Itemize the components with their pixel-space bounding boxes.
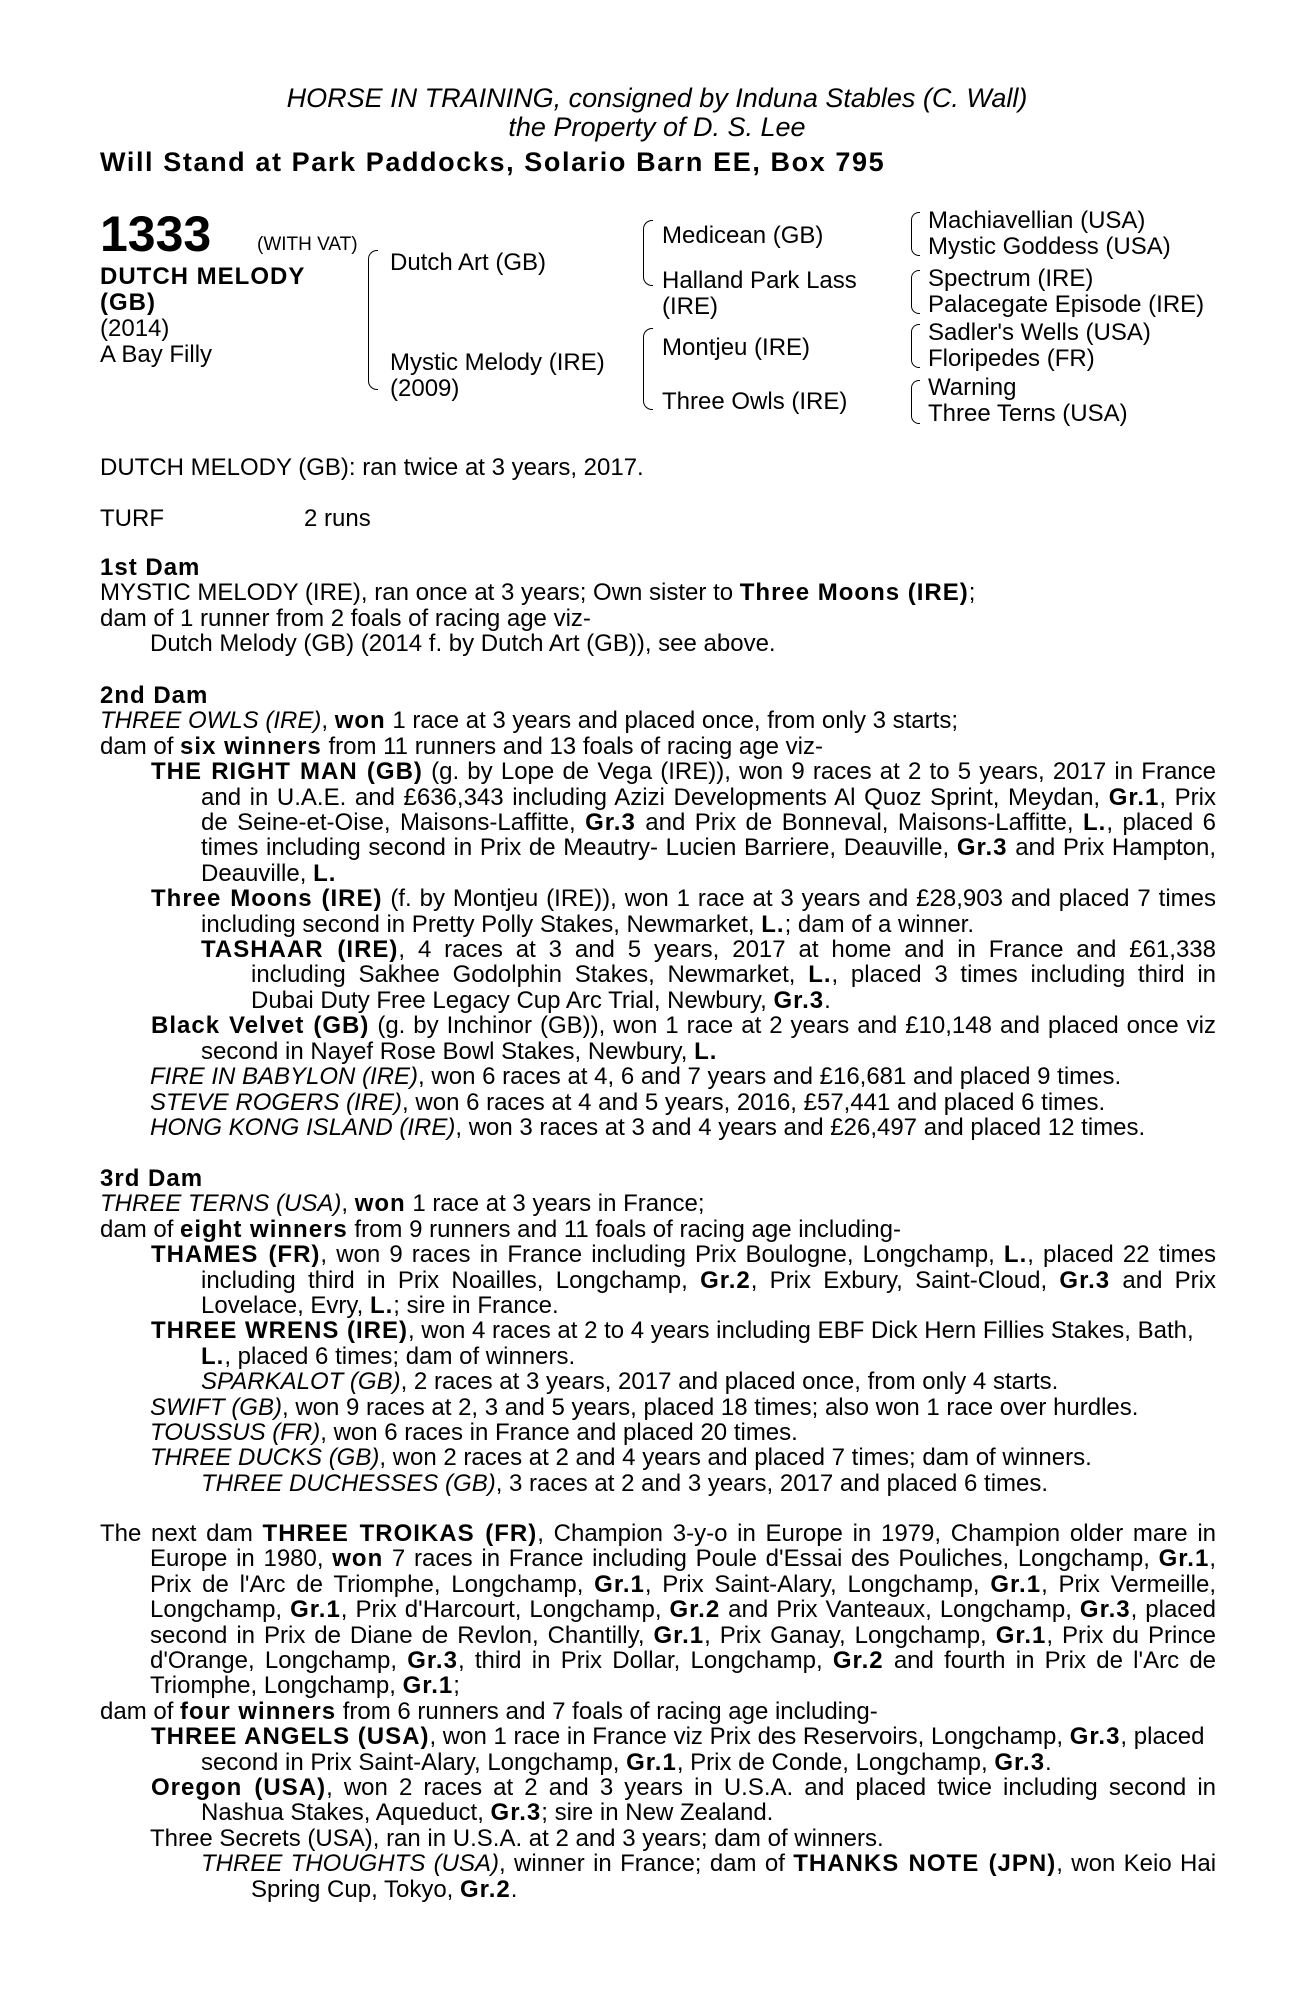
brace-4a xyxy=(911,212,920,256)
progeny-oregon: Oregon (USA), won 2 races at 2 and 3 years in U.S.A. and placed twice including second in Nashua Stakes, Aqueduct, Gr.3; sire in New Zealand. xyxy=(151,1774,1216,1827)
progeny-tashaar: TASHAAR (IRE), 4 races at 3 and 5 years, 2017 at home and in France and £61,338 including Sakhee Godolphin Stakes, Newmarket, L., placed 3 times including third in Dubai Duty Free Legacy Cup Arc Trial, Newbury, Gr.3. xyxy=(201,936,1216,1014)
progeny-three-wrens: THREE WRENS (IRE), won 4 races at 2 to 4 years including EBF Dick Hern Fillies Stakes, Bath, L., placed 6 times; dam of winners. xyxy=(151,1317,1194,1370)
progeny-three-moons: Three Moons (IRE) (f. by Montjeu (IRE)), won 1 race at 3 years and £28,903 and placed 7 times including second in Pretty Polly Stakes, Newmarket, L.; dam of a winner. xyxy=(151,885,1216,938)
brace-4d xyxy=(911,380,920,424)
gg-8: Three Terns (USA) xyxy=(928,400,1128,427)
progeny-black-velvet: Black Velvet (GB) (g. by Inchinor (GB)), won 1 race at 2 years and £10,148 and placed once viz second in Nayef Rose Bowl Stakes, Newbury, L. xyxy=(151,1012,1217,1065)
sire-dam: Halland Park Lass xyxy=(662,267,857,294)
first-dam-progeny: Dutch Melody (GB) (2014 f. by Dutch Art (GB)), see above. xyxy=(150,630,776,658)
second-dam-line1: THREE OWLS (IRE), won 1 race at 3 years and placed once, from only 3 starts; xyxy=(100,707,958,735)
foaling-year: (2014) xyxy=(100,315,170,342)
dam-line-brace xyxy=(643,328,653,410)
stabling-line: Will Stand at Park Paddocks, Solario Barn EE, Box 795 xyxy=(100,147,886,177)
dam: Mystic Melody (IRE) xyxy=(390,349,605,376)
sire: Dutch Art (GB) xyxy=(390,249,547,276)
progeny-toussus: TOUSSUS (FR), won 6 races in France and placed 20 times. xyxy=(150,1419,798,1447)
third-dam-line2: dam of eight winners from 9 runners and 11 foals of racing age including- xyxy=(100,1215,901,1243)
dam-sire: Montjeu (IRE) xyxy=(662,334,811,361)
progeny-three-secrets: Three Secrets (USA), ran in U.S.A. at 2 and 3 years; dam of winners. xyxy=(150,1824,884,1852)
next-dam-three-troikas: The next dam THREE TROIKAS (FR), Champion 3-y-o in Europe in 1979, Champion older mare in Europe in 1980, won 7 races in France including Poule d'Essai des Pouliches, Longchamp, Gr.1, Prix de l'Arc de Triomphe, Longchamp, Gr.1, Prix Saint-Alary, Longchamp, Gr.1, Prix Vermeille, Longchamp, Gr.1, Prix d'Harcourt, Longchamp, Gr.2 and Prix Vanteaux, Longchamp, Gr.3, placed second in Prix de Diane de Revlon, Chantilly, Gr.1, Prix Ganay, Longchamp, Gr.1, Prix du Prince d'Orange, Longchamp, Gr.3, third in Prix Dollar, Longchamp, Gr.2 and fourth in Prix de l'Arc de Triomphe, Longchamp, Gr.1; xyxy=(100,1520,1217,1700)
brace-4b xyxy=(911,270,920,314)
progeny-thames: THAMES (FR), won 9 races in France including Prix Boulogne, Longchamp, L., placed 22 times including third in Prix Noailles, Longchamp, Gr.2, Prix Exbury, Saint-Cloud, Gr.3 and Prix Lovelace, Evry, L.; sire in France. xyxy=(151,1241,1216,1320)
turf-label: TURF xyxy=(100,505,164,532)
progeny-three-duchesses: THREE DUCHESSES (GB), 3 races at 2 and 3 years, 2017 and placed 6 times. xyxy=(201,1469,1049,1497)
progeny-three-angels: THREE ANGELS (USA), won 1 race in France viz Prix des Reservoirs, Longchamp, Gr.3, placed second in Prix Saint-Alary, Longchamp, Gr.1, Prix de Conde, Longchamp, Gr.3. xyxy=(151,1723,1205,1776)
gg-6: Floripedes (FR) xyxy=(928,345,1095,372)
progeny-fire-in-babylon: FIRE IN BABYLON (IRE), won 6 races at 4, 6 and 7 years and £16,681 and placed 9 times. xyxy=(150,1063,1122,1091)
progeny-the-right-man: THE RIGHT MAN (GB) (g. by Lope de Vega (IRE)), won 9 races at 2 to 5 years, 2017 in France and in U.A.E. and £636,343 including Azizi Developments Al Quoz Sprint, Meydan, Gr.1, Prix de Seine-et-Oise, Maisons-Laffitte, Gr.3 and Prix de Bonneval, Maisons-Laffitte, L., placed 6 times including second in Prix de Meautry- Lucien Barriere, Deauville, Gr.3 and Prix Hampton, Deauville, L. xyxy=(151,758,1216,887)
first-dam-heading: 1st Dam xyxy=(100,554,201,581)
gg-7: Warning xyxy=(928,374,1017,401)
progeny-three-thoughts: THREE THOUGHTS (USA), winner in France; dam of THANKS NOTE (JPN), won Keio Hai Spring Cup, Tokyo, Gr.2. xyxy=(201,1850,1217,1903)
race-summary: DUTCH MELODY (GB): ran twice at 3 years, 2017. xyxy=(100,454,644,481)
page-header xyxy=(0,84,1314,142)
progeny-hong-kong-island: HONG KONG ISLAND (IRE), won 3 races at 3 and 4 years and £26,497 and placed 12 times. xyxy=(150,1113,1146,1141)
first-dam-line1: MYSTIC MELODY (IRE), ran once at 3 years; Own sister to Three Moons (IRE); xyxy=(100,579,976,607)
progeny-three-ducks: THREE DUCKS (GB), won 2 races at 2 and 4 years and placed 7 times; dam of winners. xyxy=(150,1444,1092,1472)
gg-4: Palacegate Episode (IRE) xyxy=(928,291,1205,318)
lot-number: 1333 xyxy=(100,206,212,262)
consignor-line: HORSE IN TRAINING, consigned by Induna Stables (C. Wall) xyxy=(286,83,1028,113)
sire-sire: Medicean (GB) xyxy=(662,222,824,249)
brace-4c xyxy=(911,324,920,368)
third-dam-line1: THREE TERNS (USA), won 1 race at 3 years in France; xyxy=(100,1190,705,1218)
progeny-swift: SWIFT (GB), won 9 races at 2, 3 and 5 years, placed 18 times; also won 1 race over hurdles. xyxy=(150,1393,1139,1421)
third-dam-section xyxy=(100,1166,1216,1496)
dam-dam: Three Owls (IRE) xyxy=(662,388,848,415)
owner-line: the Property of D. S. Lee xyxy=(508,112,806,142)
horse-name: DUTCH MELODY xyxy=(100,263,306,290)
next-dam-produce: dam of four winners from 6 runners and 7 foals of racing age including- xyxy=(100,1697,878,1725)
third-dam-heading: 3rd Dam xyxy=(100,1165,204,1192)
second-dam-heading: 2nd Dam xyxy=(100,682,209,709)
progeny-steve-rogers: STEVE ROGERS (IRE), won 6 races at 4 and 5 years, 2016, £57,441 and placed 6 times. xyxy=(150,1088,1106,1116)
second-dam-line2: dam of six winners from 11 runners and 13 foals of racing age viz- xyxy=(100,732,823,760)
horse-name-country: (GB) xyxy=(100,289,156,316)
dam-year: (2009) xyxy=(390,375,460,402)
second-dam-section xyxy=(100,683,1216,1140)
gg-3: Spectrum (IRE) xyxy=(928,265,1094,292)
turf-runs: 2 runs xyxy=(304,505,371,532)
sire-dam-country: (IRE) xyxy=(662,293,718,320)
first-dam-line2: dam of 1 runner from 2 foals of racing age viz- xyxy=(100,604,591,632)
sire-line-brace xyxy=(643,220,653,286)
next-dam-section xyxy=(100,1521,1216,1902)
gg-5: Sadler's Wells (USA) xyxy=(928,319,1151,346)
gg-1: Machiavellian (USA) xyxy=(928,207,1146,234)
gg-2: Mystic Goddess (USA) xyxy=(928,233,1171,260)
horse-description: A Bay Filly xyxy=(100,341,213,368)
progeny-sparkalot: SPARKALOT (GB), 2 races at 3 years, 2017 and placed once, from only 4 starts. xyxy=(201,1368,1059,1396)
first-dam-section xyxy=(100,555,1216,657)
vat-note: (WITH VAT) xyxy=(257,234,358,255)
sire-dam-brace xyxy=(368,250,378,390)
